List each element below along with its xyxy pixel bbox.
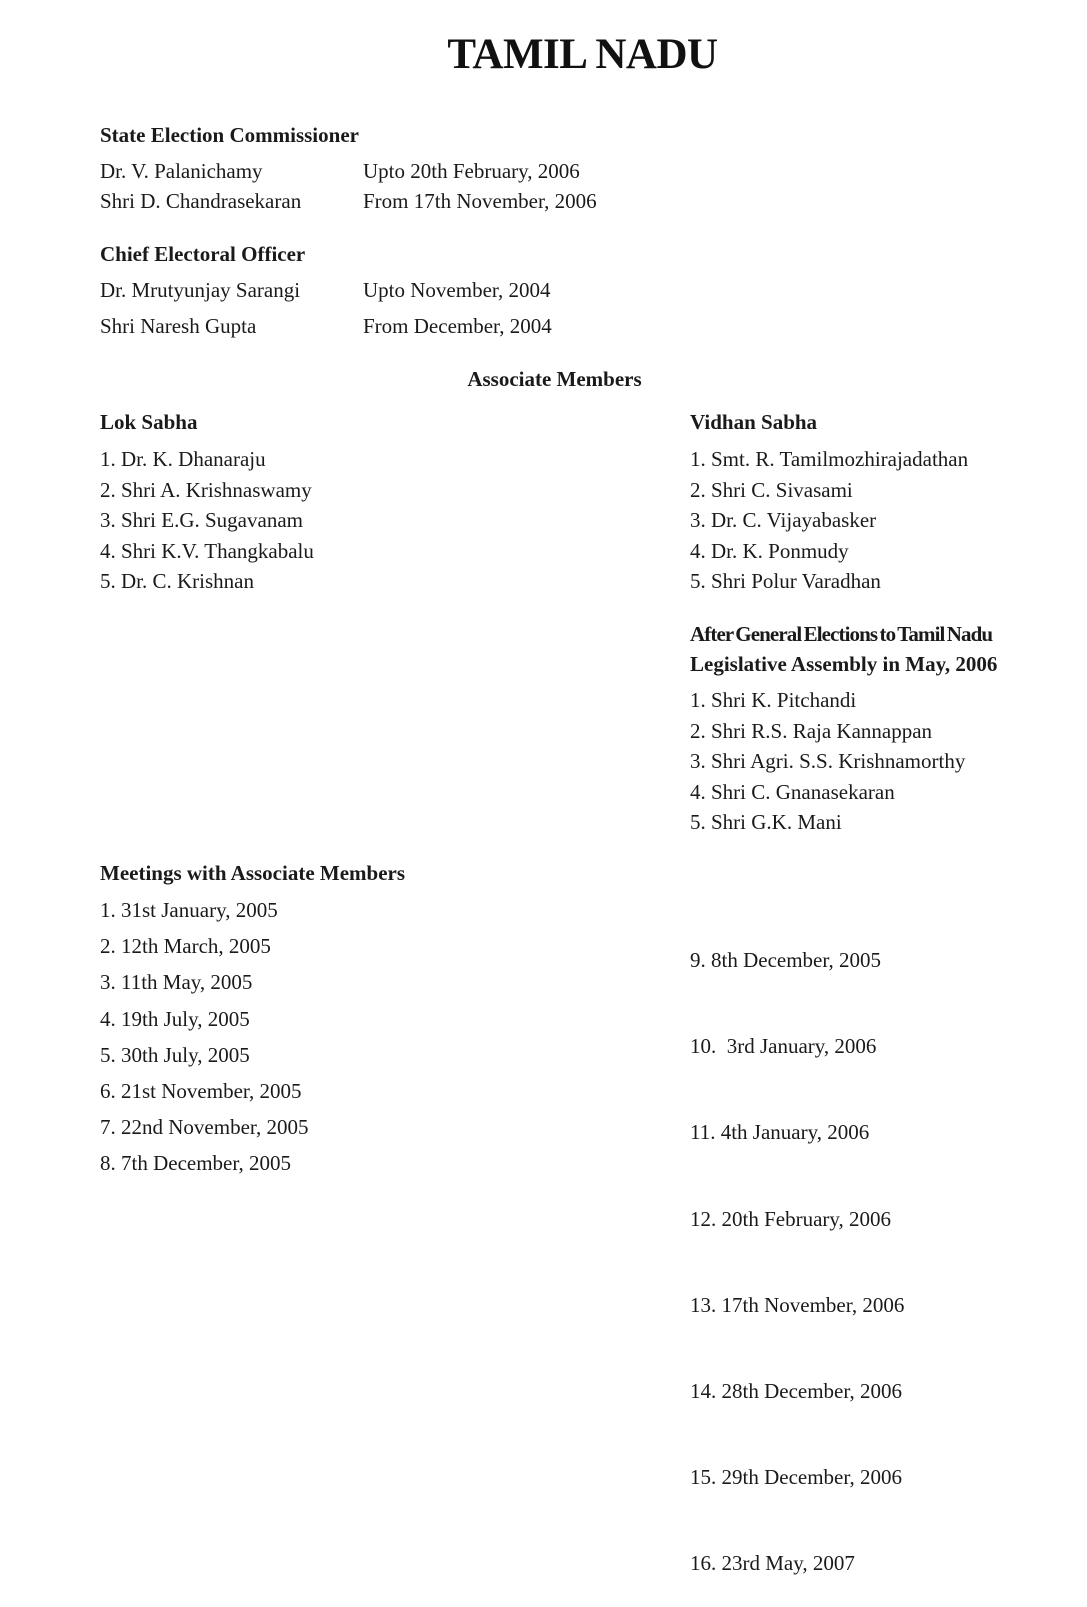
sec-heading: State Election Commissioner [100, 123, 359, 147]
ceo-period: Upto November, 2004 [363, 278, 551, 302]
lok-sabha-heading: Lok Sabha [100, 410, 198, 434]
list-item: 4. Shri C. Gnanasekaran [690, 779, 895, 804]
meeting-date: 5. 30th July, 2005 [100, 1042, 250, 1067]
list-item: 2. Shri C. Sivasami [690, 477, 853, 502]
meeting-date: 15. 29th December, 2006 [690, 1465, 903, 1490]
sec-period: Upto 20th February, 2006 [363, 159, 580, 183]
list-item: 3. Shri E.G. Sugavanam [100, 508, 303, 532]
associate-members-heading: Associate Members [467, 367, 642, 391]
after-elections-heading-line2: Legislative Assembly in May, 2006 [690, 652, 998, 676]
list-item: 4. Shri K.V. Thangkabalu [100, 538, 314, 563]
meeting-date: 12. 20th February, 2006 [690, 1206, 892, 1231]
meeting-date: 3. 11th May, 2005 [100, 970, 253, 995]
meeting-date: 10. 3rd January, 2006 [690, 1034, 877, 1059]
sec-name: Dr. V. Palanichamy [100, 159, 263, 183]
page-title: TAMIL NADU [447, 31, 718, 78]
list-item: 2. Shri R.S. Raja Kannappan [690, 718, 933, 743]
meeting-date: 1. 31st January, 2005 [100, 898, 278, 922]
ceo-name: Shri Naresh Gupta [100, 314, 257, 338]
meeting-date: 11. 4th January, 2006 [690, 1120, 870, 1145]
list-item: 4. Dr. K. Ponmudy [690, 538, 849, 563]
meeting-date: 9. 8th December, 2005 [690, 948, 882, 972]
list-item: 1. Dr. K. Dhanaraju [100, 447, 266, 471]
after-elections-section [690, 619, 997, 838]
list-item: 2. Shri A. Krishnaswamy [100, 477, 312, 502]
vidhan-sabha-heading: Vidhan Sabha [690, 410, 818, 434]
ceo-name: Dr. Mrutyunjay Sarangi [100, 278, 301, 302]
meeting-date: 14. 28th December, 2006 [690, 1378, 903, 1403]
ceo-period: From December, 2004 [363, 314, 552, 338]
meeting-date: 16. 23rd May, 2007 [690, 1551, 855, 1576]
list-item: 3. Shri Agri. S.S. Krishnamorthy [690, 749, 966, 773]
meeting-date: 8. 7th December, 2005 [100, 1151, 292, 1176]
meetings-left-column [100, 892, 309, 1182]
meeting-date: 6. 21st November, 2005 [100, 1078, 302, 1103]
list-item: 3. Dr. C. Vijayabasker [690, 508, 877, 532]
lok-sabha-section [100, 407, 314, 597]
meeting-date: 4. 19th July, 2005 [100, 1006, 250, 1031]
after-elections-heading-line1: After General Elections to Tamil Nadu [690, 622, 993, 646]
list-item: 1. Shri K. Pitchandi [690, 688, 857, 712]
list-item: 1. Smt. R. Tamilmozhirajadathan [690, 447, 969, 471]
meetings-right-column [690, 892, 904, 1607]
meeting-date: 13. 17th November, 2006 [690, 1292, 905, 1317]
meeting-date: 7. 22nd November, 2005 [100, 1115, 309, 1140]
sec-name: Shri D. Chandrasekaran [100, 189, 302, 213]
meetings-heading: Meetings with Associate Members [100, 861, 406, 885]
list-item: 5. Shri G.K. Mani [690, 810, 842, 834]
meeting-date: 2. 12th March, 2005 [100, 934, 271, 959]
ceo-heading: Chief Electoral Officer [100, 242, 306, 266]
sec-period: From 17th November, 2006 [363, 189, 597, 213]
vidhan-sabha-section [690, 407, 968, 597]
list-item: 5. Dr. C. Krishnan [100, 569, 254, 593]
list-item: 5. Shri Polur Varadhan [690, 569, 881, 593]
